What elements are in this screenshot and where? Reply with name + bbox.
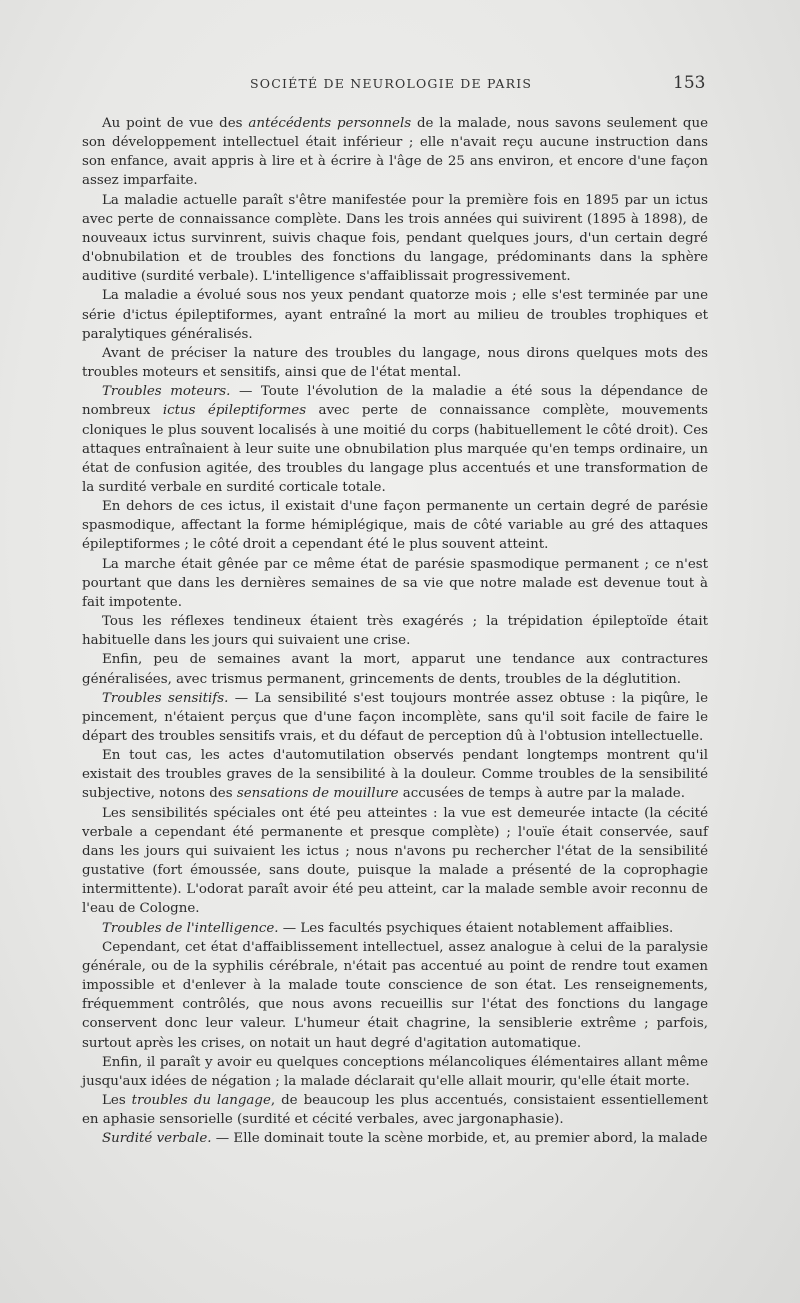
paragraph: Les troubles du langage, de beaucoup les plus accentués, consistaient essentiellement en aphasie sensorielle (surdité et cécité verbales, avec jargonaphasie). (82, 1092, 709, 1128)
paragraph: Au point de vue des antécédents personnels de la malade, nous savons seulement que son développement intellectuel était inférieur ; elle n'avait reçu aucune instruction dans son enfance, avait appris à lire et à écrire à l'âge de 25 ans environ, et encore d'une façon assez imparfaite. (82, 116, 708, 189)
section-paragraph-troubles-moteurs: Troubles moteurs. — Toute l'évolution de la maladie a été sous la dépendance de nombreux ictus épileptiformes avec perte de connaissance complète, mouvements cloniques le plus souvent localisés à une moitié du corps (habituellement le côté droit). Ces attaques entraînaient à leur suite une obnubilation plus marquée qu'en temps ordinaire, un état de confusion agitée, des troubles du langage plus accentués et une transformation de la surdité verbale en surdité corticale totale. (82, 384, 708, 495)
paragraph: En tout cas, les actes d'automutilation observés pendant longtemps montrent qu'il existait des troubles graves de la sensibilité à la douleur. Comme troubles de la sensibilité subjective, notons des sensations de mouillure accusées de temps à autre par la malade. (82, 748, 708, 802)
paragraph: En dehors de ces ictus, il existait d'une façon permanente un certain degré de parésie spasmodique, affectant la forme hémiplégique, mais de côté variable au gré des attaques épileptiformes ; le côté droit a cependant été le plus souvent atteint. (82, 499, 708, 553)
paragraph: Avant de préciser la nature des troubles du langage, nous dirons quelques mots des troubles moteurs et sensitifs, ainsi que de l'état mental. (82, 345, 708, 381)
paragraph: Enfin, peu de semaines avant la mort, apparut une tendance aux contractures généralisées, avec trismus permanent, grincements de dents, troubles de la déglutition. (82, 652, 708, 687)
page-number: 153 (673, 73, 706, 93)
body-text (82, 114, 708, 1148)
running-title: SOCIÉTÉ DE NEUROLOGIE DE PARIS (250, 76, 533, 91)
section-paragraph-troubles-intelligence: Troubles de l'intelligence. — Les facultés psychiques étaient notablement affaiblies. (102, 920, 674, 936)
paragraph: La maladie actuelle paraît s'être manifestée pour la première fois en 1895 par un ictus avec perte de connaissance complète. Dans les trois années qui suivirent (1895 à 1898), de nouveaux ictus survinrent, suivis chaque fois, pendant quelques jours, d'un certain degré d'obnubilation et de troubles des fonctions du langage, prédominants dans la sphère auditive (surdité verbale). L'intelligence s'affaiblissait progressivement. (82, 192, 708, 285)
paragraph: Les sensibilités spéciales ont été peu atteintes : la vue est demeurée intacte (la cécité verbale a cependant été permanente et presque complète) ; l'ouïe était conservée, sauf dans les jours qui suivaient les ictus ; nous n'avons pu rechercher l'état de la sensibilité gustative (fort émoussée, sans doute, puisque la malade a présenté de la coprophagie intermittente). L'odorat paraît avoir été peu atteint, car la malade semble avoir reconnu de l'eau de Cologne. (82, 805, 708, 917)
paragraph: La marche était gênée par ce même état de parésie spasmodique permanent ; ce n'est pourtant que dans les dernières semaines de sa vie que notre malade est devenue tout à fait impotente. (82, 556, 708, 610)
paragraph: Tous les réflexes tendineux étaient très exagérés ; la trépidation épileptoïde était habituelle dans les jours qui suivaient une crise. (82, 614, 708, 649)
section-paragraph-troubles-sensitifs: Troubles sensitifs. — La sensibilité s'est toujours montrée assez obtuse : la piqûre, le pincement, n'étaient perçus que d'une façon incomplète, sans qu'il soit facile de faire le départ des troubles sensitifs vrais, et du défaut de perception dû à l'obtusion intellectuelle. (82, 690, 708, 744)
running-header (0, 73, 800, 96)
paragraph: Enfin, il paraît y avoir eu quelques conceptions mélancoliques élémentaires allant même jusqu'aux idées de négation ; la malade déclarait qu'elle allait mourir, qu'elle était morte. (82, 1054, 708, 1089)
paragraph: La maladie a évolué sous nos yeux pendant quatorze mois ; elle s'est terminée par une série d'ictus épileptiformes, ayant entraîné la mort au milieu de troubles trophiques et paralytiques généralisés. (82, 288, 708, 342)
section-paragraph-surdite-verbale: Surdité verbale. — Elle dominait toute la scène morbide, et, au premier abord, la malade (102, 1131, 708, 1147)
paragraph: Cependant, cet état d'affaiblissement intellectuel, assez analogue à celui de la paralysie générale, ou de la syphilis cérébrale, n'était pas accentué au point de rendre tout examen impossible et d'enlever à la malade toute conscience de son état. Les renseignements, fréquemment contrôlés, que nous avons recueillis sur l'état des fonctions du langage conservent donc leur valeur. L'humeur était chagrine, la sensiblerie extrême ; parfois, surtout après les crises, on notait un haut degré d'agitation automatique. (82, 939, 708, 1051)
